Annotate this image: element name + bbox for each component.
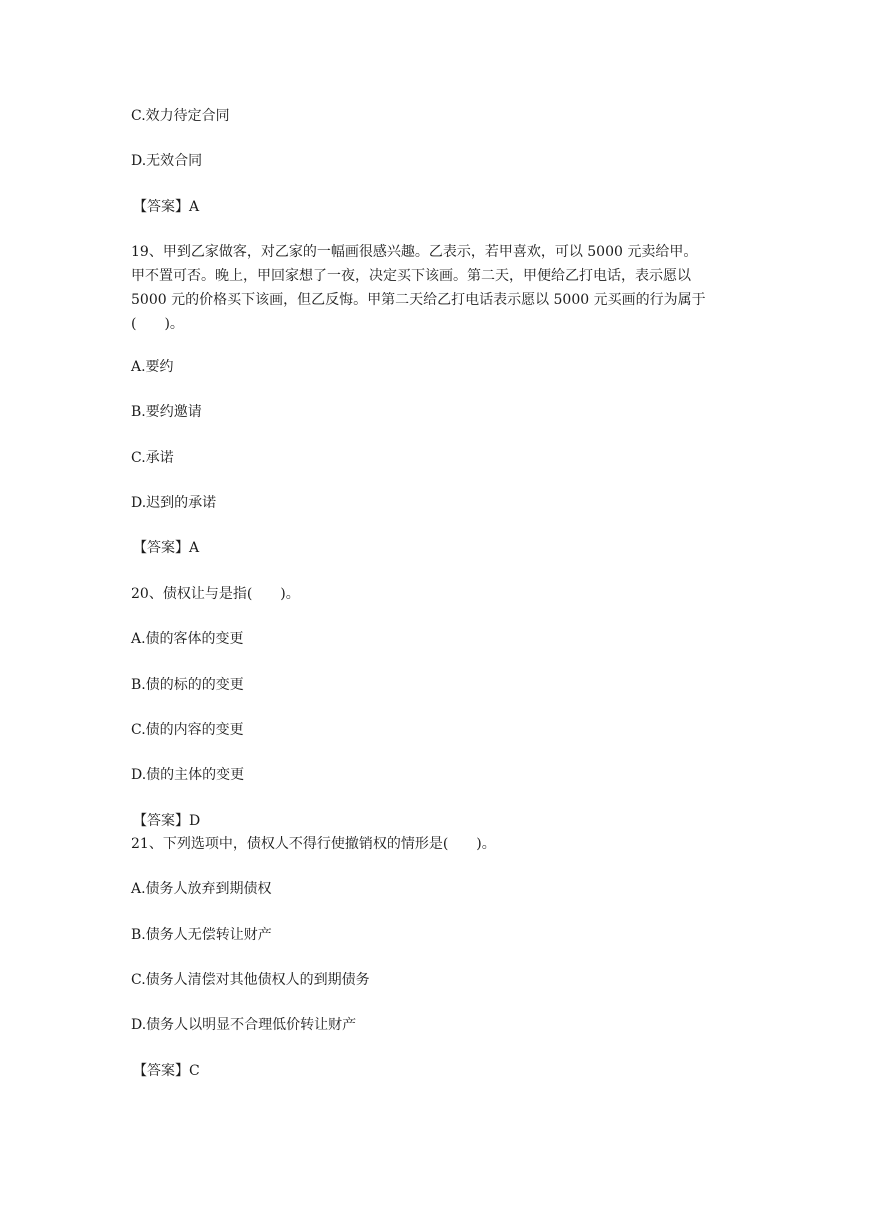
q19-option-b: B.要约邀请 xyxy=(131,404,202,420)
q20-option-b: B.债的标的的变更 xyxy=(131,677,244,693)
q19-option-c: C.承诺 xyxy=(131,450,174,466)
q18-option-d: D.无效合同 xyxy=(131,153,203,169)
q20-option-c: C.债的内容的变更 xyxy=(131,722,244,738)
q18-answer: 【答案】A xyxy=(133,199,200,215)
q21-stem: 21、下列选项中，债权人不得行使撤销权的情形是( )。 xyxy=(131,836,496,852)
q21-answer: 【答案】C xyxy=(133,1063,200,1079)
q19-option-d: D.迟到的承诺 xyxy=(131,495,217,511)
q18-option-c: C.效力待定合同 xyxy=(131,108,230,124)
q20-option-a: A.债的客体的变更 xyxy=(131,631,244,647)
q19-stem-line-2: 甲不置可否。晚上，甲回家想了一夜，决定买下该画。第二天，甲便给乙打电话，表示愿以 xyxy=(131,268,691,284)
q19-stem-line-1: 19、甲到乙家做客，对乙家的一幅画很感兴趣。乙表示，若甲喜欢，可以 5000 元卖给甲。 xyxy=(131,244,698,260)
q21-option-a: A.债务人放弃到期债权 xyxy=(131,881,272,897)
q21-option-b: B.债务人无偿转让财产 xyxy=(131,927,272,943)
q19-stem-line-4: ( )。 xyxy=(131,316,184,332)
q20-option-d: D.债的主体的变更 xyxy=(131,767,245,783)
q19-stem-line-3: 5000 元的价格买下该画，但乙反悔。甲第二天给乙打电话表示愿以 5000 元买画的行为属于 xyxy=(131,292,706,308)
q20-answer: 【答案】D xyxy=(133,813,201,829)
q21-option-c: C.债务人清偿对其他债权人的到期债务 xyxy=(131,972,370,988)
q19-option-a: A.要约 xyxy=(131,359,174,375)
q20-stem: 20、债权让与是指( )。 xyxy=(131,586,300,602)
q19-answer: 【答案】A xyxy=(133,540,200,556)
q21-option-d: D.债务人以明显不合理低价转让财产 xyxy=(131,1017,357,1033)
